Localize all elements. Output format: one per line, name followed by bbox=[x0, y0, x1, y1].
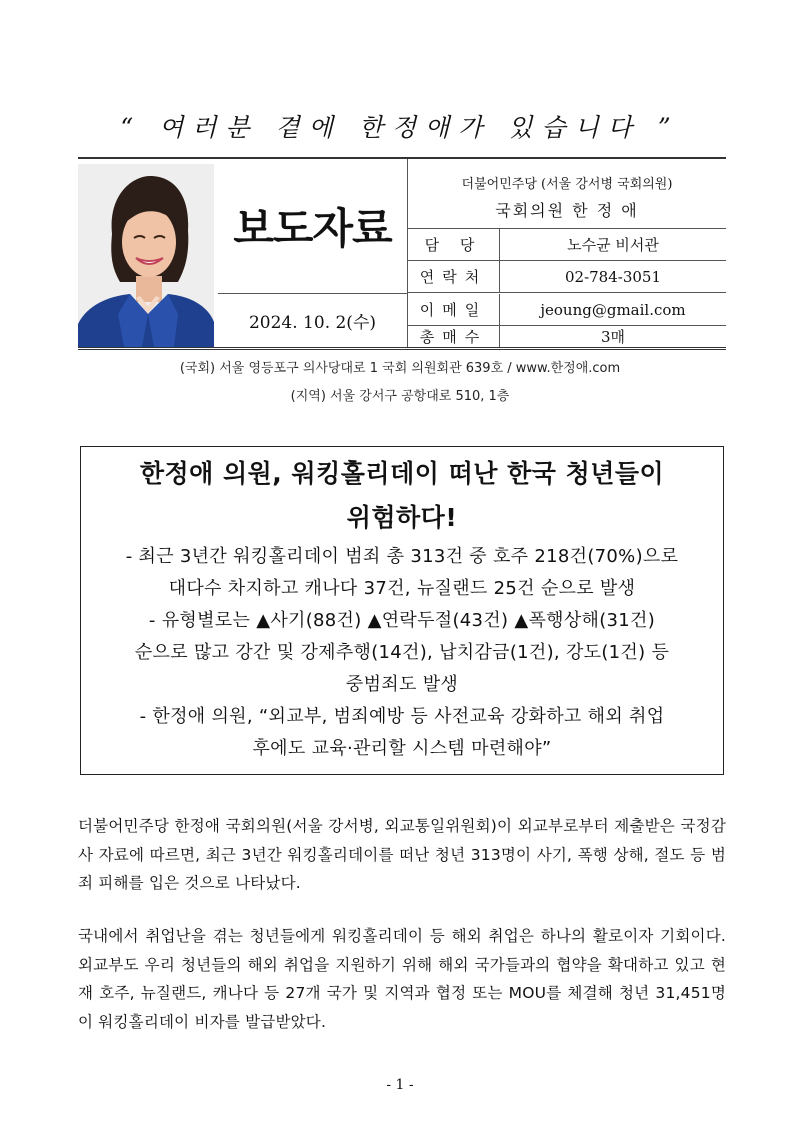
lawmaker-portrait bbox=[78, 164, 214, 347]
info-label: 담 당 bbox=[408, 229, 500, 260]
info-value: 노수균 비서관 bbox=[567, 236, 659, 254]
contact-row-pages bbox=[408, 326, 726, 347]
member-name: 국회의원 한 정 애 bbox=[495, 201, 639, 220]
subhead-line: - 한정애 의원, “외교부, 범죄예방 등 사전교육 강화하고 해외 취업 bbox=[139, 706, 665, 727]
info-label: 연락처 bbox=[408, 261, 500, 292]
contact-row-manager bbox=[408, 229, 726, 261]
subhead-line: 중범죄도 발생 bbox=[345, 674, 459, 695]
press-release-header bbox=[78, 157, 726, 350]
subhead-line: - 최근 3년간 워킹홀리데이 범죄 총 313건 중 호주 218건(70%)으로 bbox=[125, 546, 679, 567]
headline-title-line2: 위험하다! bbox=[346, 503, 458, 532]
info-value: 02-784-3051 bbox=[564, 267, 662, 286]
subhead-line: - 유형별로는 ▲사기(88건) ▲연락두절(43건) ▲폭행상해(31건) bbox=[148, 610, 656, 631]
headline-box bbox=[80, 446, 724, 775]
press-release-title bbox=[218, 159, 408, 294]
info-label: 총매수 bbox=[408, 326, 500, 347]
body-paragraph: 더불어민주당 한정애 국회의원(서울 강서병, 외교통일위원회)이 외교부로부터 제출받은 국정감사 자료에 따르면, 최근 3년간 워킹홀리데이를 떠난 청년 313명이 사기, 폭행 상해, 절도 등 범죄 피해를 입은 것으로 나타났다. bbox=[78, 817, 726, 892]
body-paragraph: 국내에서 취업난을 겪는 청년들에게 워킹홀리데이 등 해외 취업은 하나의 활로이자 기회이다. 외교부도 우리 청년들의 해외 취업을 지원하기 위해 해외 국가들과의 협약을 확대하고 있고 현재 호주, 뉴질랜드, 캐나다 등 27개 국가 및 지역과 협정 또는 MOU를 체결해 청년 31,451명이 워킹홀리데이 비자를 발급받았다. bbox=[78, 927, 726, 1031]
page-number: - 1 - bbox=[386, 1077, 414, 1093]
subhead-line: 후에도 교육·관리할 시스템 마련해야” bbox=[252, 738, 552, 759]
party-affiliation: 더불어민주당 (서울 강서병 국회의원) bbox=[461, 177, 673, 192]
subhead-line: 대다수 차지하고 캐나다 37건, 뉴질랜드 25건 순으로 발생 bbox=[168, 578, 636, 599]
info-value[interactable]: jeoung@gmail.com bbox=[540, 300, 686, 319]
motto: “ 여러분 곁에 한정애가 있습니다 ” bbox=[120, 113, 680, 142]
release-date: 2024. 10. 2(수) bbox=[218, 294, 408, 347]
subhead-line: 순으로 많고 강간 및 강제추행(14건), 납치감금(1건), 강도(1건) 등 bbox=[134, 642, 670, 663]
contact-row-email bbox=[408, 294, 726, 326]
party-cell bbox=[408, 159, 726, 229]
title-text: 보도자료 bbox=[233, 204, 392, 253]
national-address: (국회) 서울 영등포구 의사당대로 1 국회 의원회관 639호 / www.한정애.com bbox=[179, 361, 621, 376]
headline-title-line1: 한정애 의원, 워킹홀리데이 떠난 한국 청년들이 bbox=[139, 459, 665, 488]
local-address: (지역) 서울 강서구 공항대로 510, 1층 bbox=[290, 389, 510, 404]
info-label: 이메일 bbox=[408, 294, 500, 325]
contact-row-phone bbox=[408, 261, 726, 293]
info-value: 3매 bbox=[600, 328, 626, 346]
